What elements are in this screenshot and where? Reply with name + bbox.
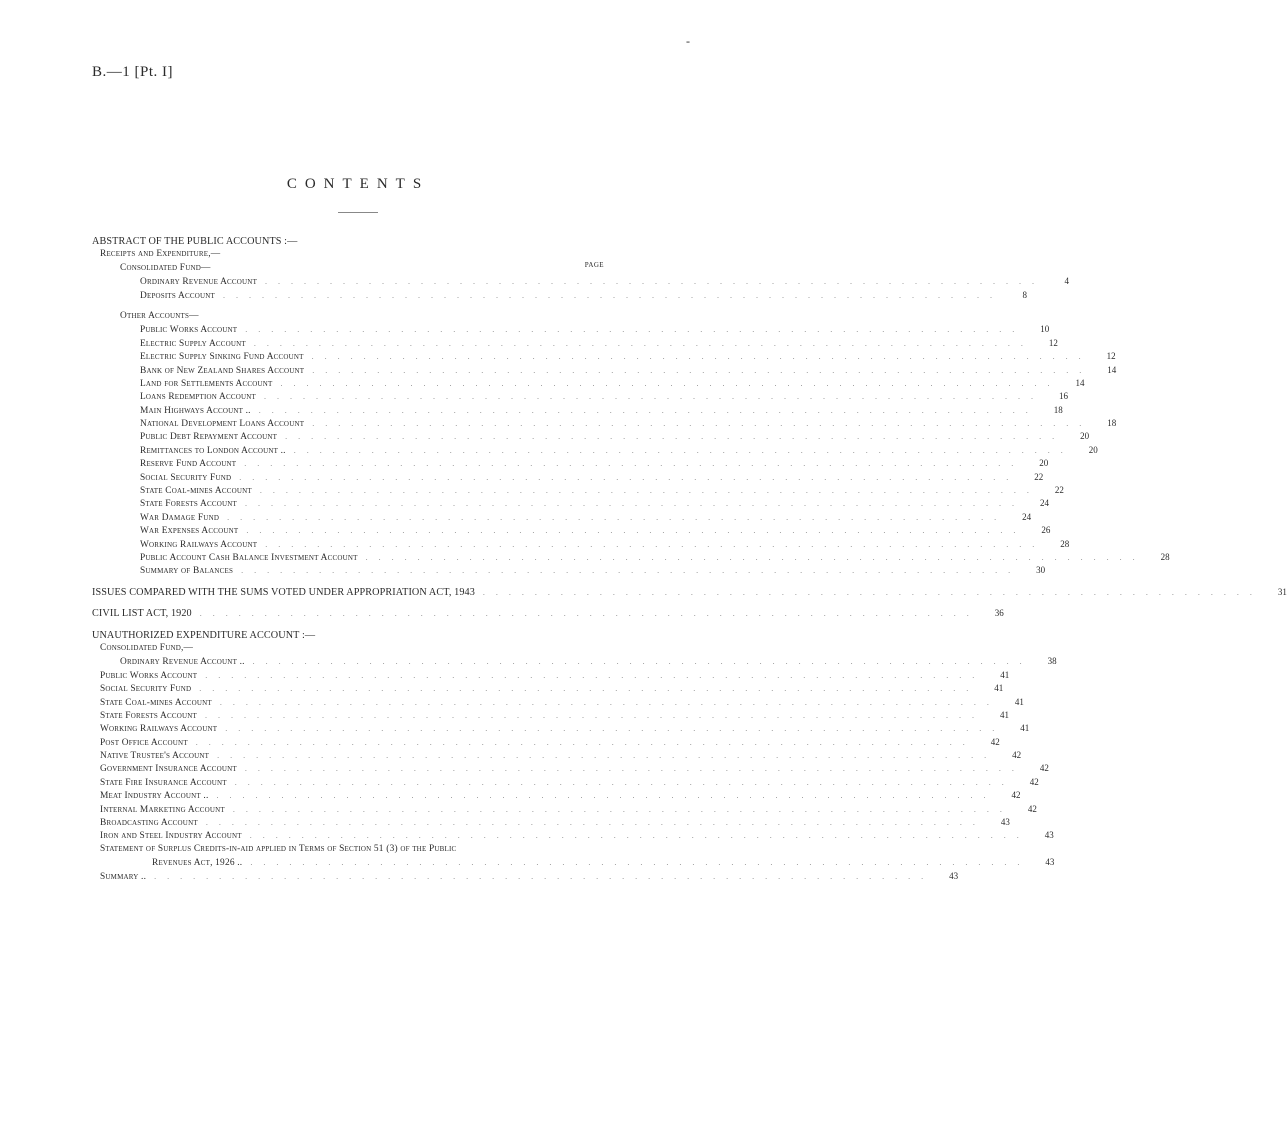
toc-entry [92, 803, 1037, 817]
page-number: 22 [1034, 471, 1044, 482]
dot-leader: ............................................................ [250, 858, 1031, 868]
page-number: 41 [999, 709, 1009, 720]
toc-entry-label: Electric Supply Account [140, 338, 246, 349]
toc-entry-label: Deposits Account [140, 290, 215, 301]
dot-leader: ............................................................ [252, 657, 1033, 667]
page-number: 41 [1020, 723, 1030, 734]
dot-leader: ............................................................ [216, 791, 997, 801]
toc-entry-label: Summary of Balances [140, 566, 234, 577]
dot-leader: ............................................................ [365, 552, 1146, 562]
dot-leader: ............................................................ [219, 697, 1000, 707]
section-gap [92, 600, 604, 608]
page-number: 28 [1060, 538, 1070, 549]
toc-entry [92, 511, 1032, 525]
dot-leader: ............................................................ [244, 499, 1025, 509]
toc-entry-label: State Fire Insurance Account [100, 777, 227, 788]
toc-entry-label: Broadcasting Account [100, 818, 198, 829]
toc-entry-label: Land for Settlements Account [140, 378, 273, 389]
page-number: 14 [1107, 364, 1117, 375]
toc-heading [92, 236, 604, 249]
toc-entry [92, 404, 1063, 418]
dot-leader: ............................................................ [244, 764, 1025, 774]
page-number: 22 [1054, 485, 1064, 496]
page-number: 30 [1036, 565, 1046, 576]
document-reference: B.—1 [Pt. I] [92, 64, 173, 80]
toc-entry [92, 337, 1058, 351]
toc-entry-label: Reserve Fund Account [140, 459, 237, 470]
page-number: 42 [1039, 763, 1049, 774]
dot-leader: ............................................................ [285, 432, 1066, 442]
toc-entry [92, 870, 959, 884]
toc-entry [92, 351, 1116, 364]
toc-entry-label: Main Highways Account .. [140, 405, 251, 416]
toc-entry-label: Internal Marketing Account [100, 804, 225, 815]
page-number: 41 [1014, 696, 1024, 707]
toc-entry [92, 418, 1117, 431]
page-number: 43 [1044, 830, 1054, 841]
dot-leader: ............................................................ [265, 539, 1046, 549]
dot-leader: ............................................................ [239, 472, 1020, 482]
dot-leader: ............................................................ [293, 445, 1074, 455]
table-of-contents [92, 236, 1287, 884]
toc-entry-label: State Coal-mines Account [100, 697, 212, 708]
toc-entry [92, 683, 1004, 696]
toc-entry-label: Social Security Fund [100, 684, 192, 695]
page-column-label: PAGE [584, 260, 604, 269]
page-number: 12 [1106, 351, 1116, 362]
toc-entry-label: Public Debt Repayment Account [140, 432, 278, 443]
toc-entry [92, 471, 1044, 485]
toc-entry [92, 830, 1054, 843]
page-number: 42 [1027, 803, 1037, 814]
toc-entry [92, 498, 1049, 511]
toc-entry-label: UNAUTHORIZED EXPENDITURE ACCOUNT :— [92, 629, 316, 641]
page-number: 18 [1053, 404, 1063, 415]
toc-entry [92, 750, 1022, 763]
toc-heading [92, 260, 604, 276]
page-number: 28 [1160, 551, 1170, 562]
dot-leader: ............................................................ [232, 804, 1013, 814]
dot-leader: ............................................................ [199, 609, 980, 619]
toc-entry-label: Bank of New Zealand Shares Account [140, 365, 305, 376]
dot-leader: ............................................................ [280, 378, 1061, 388]
toc-entry-label: Consolidated Fund— [120, 262, 211, 273]
toc-entry-label: Meat Industry Account .. [100, 791, 209, 802]
toc-entry-label: Public Works Account [100, 670, 198, 681]
toc-heading [92, 844, 604, 857]
dot-leader: ............................................................ [205, 818, 986, 828]
toc-entry-label: ISSUES COMPARED WITH THE SUMS VOTED UNDER APPROPRIATION ACT, 1943 [92, 586, 475, 598]
toc-entry-label: Receipts and Expenditure,— [100, 249, 221, 260]
toc-heading [92, 249, 604, 262]
dot-leader: ............................................................ [195, 737, 976, 747]
toc-entry [92, 391, 1068, 404]
toc-entry-label: Statement of Surplus Credits-in-aid applied in Terms of Section 51 (3) of the Public [100, 843, 457, 854]
page-number: 43 [949, 870, 959, 881]
page-number: 24 [1039, 498, 1049, 509]
page-number: 14 [1075, 377, 1085, 388]
toc-entry-label: Public Works Account [140, 325, 238, 336]
toc-entry-label: Remittances to London Account .. [140, 445, 286, 456]
dot-leader: ............................................................ [312, 365, 1093, 375]
toc-entry-label: Other Accounts— [120, 310, 199, 321]
toc-entry [92, 723, 1030, 736]
dot-leader: ............................................................ [246, 526, 1027, 536]
toc-entry [92, 736, 1000, 750]
toc-entry-label: State Forests Account [140, 499, 237, 510]
toc-entry-label: Revenues Act, 1926 .. [152, 858, 243, 869]
toc-entry-label: Post Office Account [100, 737, 188, 748]
toc-entry-label: Summary .. [100, 871, 147, 882]
toc-entry [92, 485, 1064, 498]
page-number: 43 [1000, 817, 1010, 828]
page-number: 41 [994, 683, 1004, 694]
page-number: 31 [1277, 586, 1287, 597]
toc-entry-label: Working Railways Account [100, 724, 218, 735]
toc-entry [92, 364, 1117, 378]
dot-leader: ............................................................ [222, 290, 1003, 300]
toc-entry-label: Public Account Cash Balance Investment Account [140, 552, 358, 563]
toc-entry-label: War Expenses Account [140, 526, 239, 537]
toc-entry-label: State Coal-mines Account [140, 486, 252, 497]
dot-leader: ............................................................ [258, 405, 1039, 415]
dot-leader: ............................................................ [312, 419, 1093, 429]
toc-entry-label: National Development Loans Account [140, 419, 305, 430]
page-number: 18 [1107, 418, 1117, 429]
dot-leader: ............................................................ [311, 352, 1092, 362]
dot-leader: ............................................................ [225, 724, 1006, 734]
dot-leader: ............................................................ [249, 831, 1030, 841]
dot-leader: ............................................................ [253, 338, 1034, 348]
page-number: 12 [1048, 337, 1058, 348]
dot-leader: ............................................................ [154, 871, 935, 881]
page-number: 26 [1041, 525, 1051, 536]
dot-leader: ............................................................ [259, 486, 1040, 496]
toc-entry [92, 776, 1039, 790]
toc-entry-label: Consolidated Fund,— [100, 642, 194, 653]
toc-heading [92, 630, 604, 643]
toc-entry [92, 817, 1010, 830]
toc-entry-label: Native Trustee's Account [100, 751, 210, 762]
page-title: CONTENTS [286, 176, 430, 192]
page-number: 4 [1064, 276, 1070, 287]
page-number: 8 [1022, 289, 1027, 300]
toc-entry [92, 763, 1049, 776]
toc-entry [92, 709, 1009, 723]
toc-entry-label: Ordinary Revenue Account [140, 277, 258, 288]
dot-leader: ............................................................ [217, 751, 998, 761]
toc-heading [92, 311, 604, 324]
toc-entry [92, 276, 1070, 289]
section-gap [92, 579, 604, 587]
toc-entry-label: War Damage Fund [140, 512, 220, 523]
dot-leader: ............................................................ [482, 587, 1263, 597]
dot-leader: ............................................................ [199, 684, 980, 694]
toc-entry [92, 551, 1170, 565]
toc-entry [92, 431, 1090, 444]
dot-leader: ............................................................ [244, 459, 1025, 469]
toc-entry-label: Working Railways Account [140, 539, 258, 550]
page-number: 36 [994, 608, 1004, 619]
toc-entry [92, 538, 1070, 552]
page-number: 24 [1022, 511, 1032, 522]
page-number: 42 [990, 736, 1000, 747]
toc-entry-label: Iron and Steel Industry Account [100, 831, 242, 842]
page-number: 20 [1088, 444, 1098, 455]
toc-entry [92, 458, 1049, 471]
section-gap [92, 622, 604, 630]
page-number: 41 [1000, 669, 1010, 680]
page-number: 43 [1045, 857, 1055, 868]
toc-entry-label: Government Insurance Account [100, 764, 237, 775]
toc-entry-label: Ordinary Revenue Account .. [120, 657, 245, 668]
dot-leader: ............................................................ [245, 325, 1026, 335]
toc-heading [92, 643, 604, 656]
toc-entry-label: CIVIL LIST ACT, 1920 [92, 608, 192, 620]
toc-entry [92, 377, 1085, 391]
toc-entry [92, 790, 1021, 803]
page-number: 16 [1059, 391, 1068, 402]
toc-entry [92, 324, 1050, 337]
toc-entry [92, 586, 1287, 600]
toc-entry-label: Electric Supply Sinking Fund Account [140, 352, 304, 363]
toc-entry-label: Loans Redemption Account [140, 392, 256, 403]
dot-leader: ............................................................ [205, 670, 986, 680]
toc-entry-label: ABSTRACT OF THE PUBLIC ACCOUNTS :— [92, 236, 298, 247]
dot-leader: ............................................................ [204, 710, 985, 720]
section-gap [92, 303, 604, 311]
page-number: 38 [1047, 656, 1057, 667]
page-number: 42 [1029, 776, 1039, 787]
toc-entry [92, 669, 1010, 683]
toc-entry [92, 565, 1046, 578]
toc-entry [92, 608, 1004, 621]
title-rule [338, 212, 378, 213]
page-number: 20 [1039, 458, 1049, 469]
dot-leader: ............................................................ [265, 277, 1046, 287]
page-number: 20 [1080, 431, 1090, 442]
page-number: 10 [1040, 324, 1050, 335]
dot-leader: ............................................................ [227, 512, 1008, 522]
toc-entry [92, 525, 1051, 538]
page-number: 42 [1012, 750, 1022, 761]
toc-entry [92, 656, 1057, 669]
dot-leader: ............................................................ [241, 566, 1022, 576]
toc-entry-label: State Forests Account [100, 710, 197, 721]
dot-leader: ............................................................ [234, 777, 1015, 787]
dot-leader: ............................................................ [264, 392, 1044, 402]
toc-entry [92, 444, 1098, 458]
toc-entry [92, 696, 1024, 710]
toc-entry-label: Social Security Fund [140, 472, 232, 483]
page-number: 42 [1011, 790, 1021, 801]
corner-mark: - [686, 34, 690, 48]
toc-entry [92, 857, 1055, 870]
toc-entry [92, 289, 1027, 303]
